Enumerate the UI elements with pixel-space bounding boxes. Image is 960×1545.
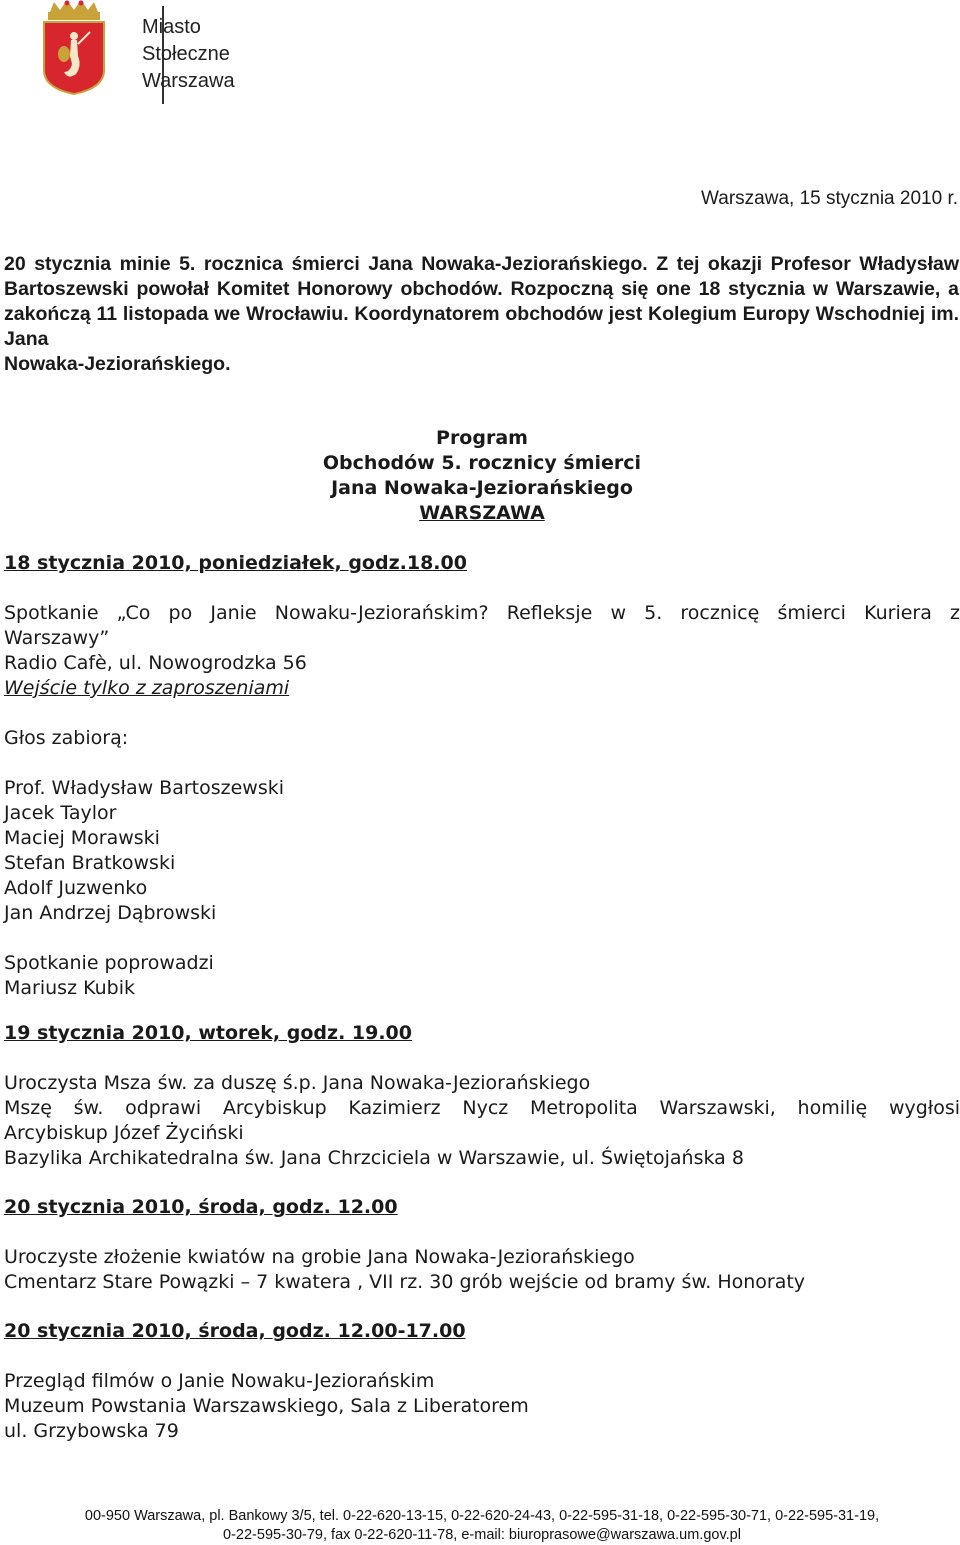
event-heading: 18 stycznia 2010, poniedziałek, godz.18.00 [4, 552, 467, 574]
logo-line-3: Warszawa [142, 70, 235, 92]
event-title: Uroczysta Msza św. za duszę ś.p. Jana Nowaka-Jeziorańskiego [4, 1072, 591, 1094]
event-description: Mszę św. odprawi Arcybiskup Kazimierz Nycz Metropolita Warszawski, homilię wygłosi [4, 1097, 960, 1119]
speaker: Adolf Juzwenko [4, 877, 148, 899]
intro-text-end: Nowaka-Jeziorańskiego. [4, 353, 231, 375]
logo-line-1: Miasto [142, 16, 201, 38]
event-place: Cmentarz Stare Powązki – 7 kwatera , VII rz. 30 grób wejście od bramy św. Honoraty [4, 1271, 806, 1293]
moderator-name: Mariusz Kubik [4, 977, 135, 999]
moderator-label: Spotkanie poprowadzi [4, 952, 214, 974]
speaker: Jacek Taylor [4, 802, 117, 824]
program-title-block [0, 426, 960, 526]
event-4 [4, 1319, 960, 1444]
speaker: Stefan Bratkowski [4, 852, 176, 874]
program-city: WARSZAWA [419, 502, 545, 524]
event-place: Bazylika Archikatedralna św. Jana Chrzciciela w Warszawie, ul. Świętojańska 8 [4, 1147, 744, 1169]
event-heading: 20 stycznia 2010, środa, godz. 12.00 [4, 1196, 398, 1218]
invitation-note: Wejście tylko z zaproszeniami [4, 677, 290, 699]
event-place: Muzeum Powstania Warszawskiego, Sala z Liberatorem [4, 1395, 529, 1417]
event-title: Uroczyste złożenie kwiatów na grobie Jana Nowaka-Jeziorańskiego [4, 1246, 635, 1268]
program-honoree: Jana Nowaka-Jeziorańskiego [331, 477, 633, 499]
footer-address: 00-950 Warszawa, pl. Bankowy 3/5, tel. 0-22-620-13-15, 0-22-620-24-43, 0-22-595-31-18, 0-22-595-30-71, 0-22-595-31-19, [84, 1508, 880, 1524]
program-subtitle: Obchodów 5. rocznicy śmierci [322, 452, 642, 474]
event-2 [4, 1021, 960, 1171]
warsaw-crest-icon [40, 0, 150, 100]
logo-wordmark [142, 14, 235, 95]
intro-text: 20 stycznia minie 5. rocznica śmierci Jana Nowaka-Jeziorańskiego. Z tej okazji Profesor Władysław Bartoszewski powołał Komitet Honorowy obchodów. Rozpoczną się one 18 stycznia w Warszawie, a zakończą 11 listopada we Wrocławiu. Koordynatorem obchodów jest Kolegium Europy Wschodniej im. Jana [4, 253, 959, 350]
event-heading: 20 stycznia 2010, środa, godz. 12.00-17.00 [4, 1320, 466, 1342]
event-place: Radio Cafè, ul. Nowogrodzka 56 [4, 652, 307, 674]
document-date: Warszawa, 15 stycznia 2010 r. [701, 188, 958, 209]
speaker: Maciej Morawski [4, 827, 160, 849]
speaker: Prof. Władysław Bartoszewski [4, 777, 285, 799]
event-address: ul. Grzybowska 79 [4, 1420, 179, 1442]
logo-line-2: Stołeczne [142, 43, 230, 65]
speakers-label: Głos zabiorą: [4, 727, 129, 749]
event-title-cont: Warszawy” [4, 627, 110, 649]
event-heading: 19 stycznia 2010, wtorek, godz. 19.00 [4, 1022, 412, 1044]
event-description-cont: Arcybiskup Józef Życiński [4, 1122, 244, 1144]
event-1 [4, 551, 960, 1001]
intro-paragraph [4, 252, 959, 377]
page-footer [0, 1507, 960, 1545]
event-3 [4, 1195, 960, 1295]
speaker: Jan Andrzej Dąbrowski [4, 902, 217, 924]
program-title: Program [436, 427, 528, 449]
event-title: Spotkanie „Co po Janie Nowaku-Jeziorańskim? Refleksje w 5. rocznicę śmierci Kuriera z [4, 602, 960, 624]
event-title: Przegląd filmów o Janie Nowaku-Jeziorańskim [4, 1370, 435, 1392]
footer-contact: 0-22-595-30-79, fax 0-22-620-11-78, e-mail: biuroprasowe@warszawa.um.gov.pl [223, 1527, 741, 1543]
